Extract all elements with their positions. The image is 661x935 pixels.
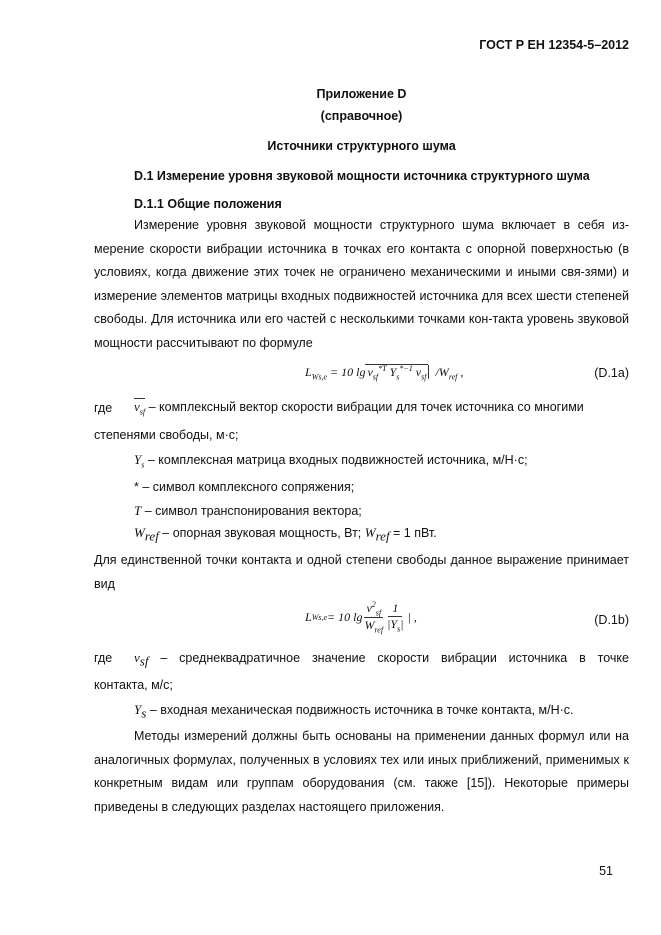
w-ref-sub-2: ref <box>375 528 390 544</box>
eq1-lhs: L <box>305 365 312 379</box>
eq1-tail: , <box>457 365 464 379</box>
eq1-ref: /W <box>432 365 449 379</box>
paragraph-1: Измерение уровня звуковой мощности структурного шума включает в себя из-мерение скорости вибрации источника в точках его контакта с опорной поверхностью (в условиях, когда движение этих точек не ограничено механическими и иными свя-зями) и измерение элементов матрицы входных подвижностей источника для всех шести степеней свободы. Для источника или его частей с несколькими точками кон-такта уровень звуковой мощности рассчитывают по формуле <box>94 218 629 350</box>
equation-d1b <box>305 600 417 635</box>
section-d11-title: D.1.1 Общие положения <box>134 197 282 211</box>
eq1-vector-product: $v_{sf}^{*T}$ $Y_s^{*-1}$ $v_{sf}$ <box>367 364 427 382</box>
eq1-rhs: = 10 lg <box>327 365 366 379</box>
appendix-title: Приложение D <box>316 87 407 101</box>
equation-d1a-number: (D.1a) <box>594 366 629 380</box>
paragraph-2: Для единственной точки контакта и одной степени свободы данное выражение принимает вид <box>94 553 629 591</box>
w-ref-sub: ref <box>144 528 159 544</box>
eq2-den-sub: ref <box>374 625 384 635</box>
where-1-y-desc: – комплексная матрица входных подвижностей источника, м/Н·с; <box>144 453 528 467</box>
eq2-rhs: = 10 lg <box>327 609 363 624</box>
section-d1-title: D.1 Измерение уровня звуковой мощности источника структурного шума <box>134 169 590 183</box>
v-vector-symbol: $v_{sf}$ <box>134 399 146 417</box>
where-2-v-line <box>134 646 629 673</box>
eq2-lhs: L <box>305 609 312 624</box>
y-s-symbol: Y <box>134 702 142 717</box>
eq2-fraction-2 <box>387 601 403 633</box>
eq2-tail: | , <box>407 609 417 624</box>
eq2-frac2-den-symbol: |Y <box>387 617 398 632</box>
y-s-sub: s <box>141 705 147 721</box>
standard-header: ГОСТ Р ЕН 12354-5–2012 <box>479 38 629 52</box>
where-1-t-desc: – символ транспонирования вектора; <box>141 504 362 518</box>
v-sf-symbol: v <box>134 650 140 665</box>
w-ref-symbol-2: W <box>364 525 376 540</box>
eq2-num-symbol: v <box>366 601 372 615</box>
eq1-ref-sub: ref <box>448 372 458 382</box>
where-1-star: * – символ комплексного сопряжения; <box>134 480 355 494</box>
where-1-v-desc: – комплексный вектор скорости вибрации для точек источника со многими <box>145 400 584 414</box>
where-2-v-cont: контакта, м/с; <box>94 678 173 692</box>
appendix-note: (справочное) <box>320 109 403 123</box>
where-1-v-cont: степенями свободы, м·с; <box>94 428 239 442</box>
eq2-num-sub: sf <box>375 608 382 618</box>
t-symbol: T <box>134 503 142 518</box>
where-1-w-line <box>134 525 437 545</box>
eq2-frac2-num: 1 <box>388 601 402 617</box>
eq2-frac2-den-sub: s <box>397 624 401 634</box>
where-1-y-line <box>134 452 528 470</box>
eq2-frac2-den: $|Y_s|$ <box>387 617 404 634</box>
page-number: 51 <box>599 864 613 878</box>
where-2-lead: где <box>94 651 113 665</box>
eq2-lhs-sub: Ws,e <box>311 612 328 622</box>
where-1-t-line <box>134 503 362 519</box>
where-2-v-desc: – среднеквадратичное значение скорости вибрации источника в точке <box>148 651 629 665</box>
where-1-lead: где <box>94 401 113 415</box>
eq2-num-sup: 2 <box>371 600 376 609</box>
eq1-lhs-sub: Ws,e <box>311 372 328 382</box>
v-sf-sub: sf <box>139 653 149 669</box>
where-1-w-value: = 1 пВт. <box>389 526 437 540</box>
where-2-y-line <box>134 702 573 722</box>
w-ref-symbol: W <box>134 525 145 540</box>
eq2-numerator <box>364 600 383 618</box>
where-2-y-desc: – входная механическая подвижность источника в точке контакта, м/Н·с. <box>146 703 574 717</box>
eq2-den-symbol: W <box>364 618 375 633</box>
eq2-denominator <box>364 618 383 634</box>
eq2-fraction-1 <box>364 600 383 635</box>
equation-d1a <box>305 364 463 381</box>
where-1-w-desc: – опорная звуковая мощность, Вт; <box>158 526 365 540</box>
appendix-subject: Источники структурного шума <box>267 139 456 153</box>
equation-d1b-number: (D.1b) <box>594 613 629 627</box>
y-matrix-symbol: $Y_s$ <box>134 452 145 470</box>
paragraph-3: Методы измерений должны быть основаны на применении данных формул или на аналогичных формулах, полученных в условиях тех или иных приближений, применимых к конкретным видам или группам оборудования (см. также [15]). Некоторые примеры приведены в следующих разделах настоящего приложения. <box>94 729 629 814</box>
where-1-v-line <box>134 399 584 417</box>
